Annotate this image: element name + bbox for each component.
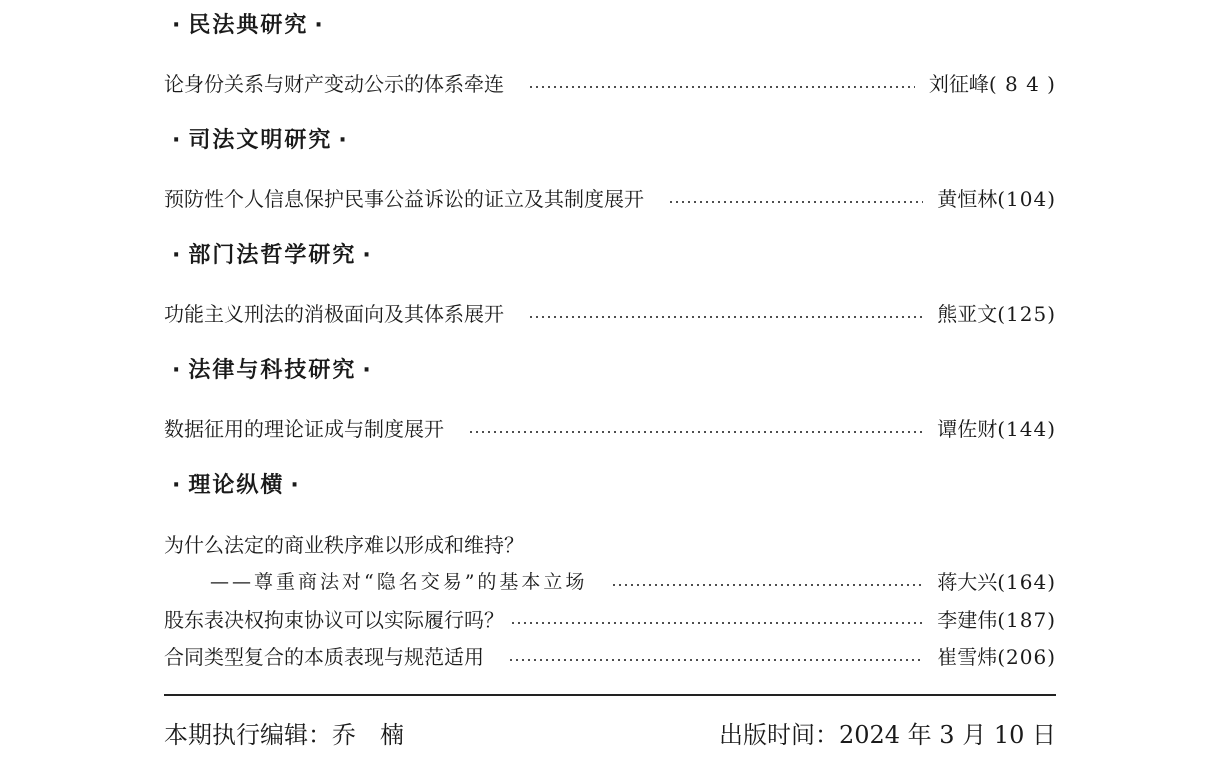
toc-entry[interactable] xyxy=(164,606,1056,634)
article-author: 黄恒林 xyxy=(937,187,998,211)
section-title: 法律与科技研究 xyxy=(188,358,357,383)
section-title: 理论纵横 xyxy=(188,473,285,498)
article-author: 崔雪炜 xyxy=(937,645,998,669)
page-number: (144) xyxy=(997,417,1056,441)
publish-label: 出版时间： xyxy=(718,721,839,749)
article-title: 股东表决权拘束协议可以实际履行吗？ xyxy=(164,608,504,632)
footer-divider xyxy=(164,694,1056,696)
bullet-dot: · xyxy=(172,243,183,268)
publication-date xyxy=(719,718,1056,752)
dot-leader xyxy=(528,86,915,88)
dot-leader xyxy=(528,316,923,318)
bullet-dot: · xyxy=(338,128,349,153)
bullet-dot: · xyxy=(314,13,325,38)
article-title: 功能主义刑法的消极面向及其体系展开 xyxy=(164,302,504,326)
article-title: 预防性个人信息保护民事公益诉讼的证立及其制度展开 xyxy=(164,187,644,211)
bullet-dot: · xyxy=(172,13,183,38)
page-number: (164) xyxy=(997,570,1056,594)
article-author: 蒋大兴 xyxy=(937,570,998,594)
dot-leader xyxy=(468,431,923,433)
article-author: 熊亚文 xyxy=(937,302,998,326)
bullet-dot: · xyxy=(172,358,183,383)
article-title: 论身份关系与财产变动公示的体系牵连 xyxy=(164,72,504,96)
article-author: 刘征峰 xyxy=(928,72,989,96)
article-subtitle: ——尊重商法对“隐名交易”的基本立场 xyxy=(210,571,588,593)
page-number: (187) xyxy=(997,608,1056,632)
editor-label: 本期执行编辑： xyxy=(164,721,332,749)
toc-entry[interactable] xyxy=(164,415,1056,443)
article-title: 合同类型复合的本质表现与规范适用 xyxy=(164,645,484,669)
article-title: 为什么法定的商业秩序难以形成和维持？ xyxy=(164,533,524,557)
dot-leader xyxy=(510,622,923,624)
toc-entry[interactable] xyxy=(164,300,1056,328)
article-title: 数据征用的理论证成与制度展开 xyxy=(164,417,444,441)
toc-entry[interactable] xyxy=(164,643,1056,671)
bullet-dot: · xyxy=(362,358,373,383)
section-header xyxy=(166,12,331,40)
toc-entry[interactable] xyxy=(164,185,1056,213)
section-title: 民法典研究 xyxy=(188,13,309,38)
dot-leader xyxy=(668,201,923,203)
dot-leader xyxy=(611,584,923,586)
section-header xyxy=(166,127,355,155)
page-number: (125) xyxy=(997,302,1056,326)
editor-name: 乔 楠 xyxy=(332,721,404,749)
section-header xyxy=(166,357,379,385)
article-author: 谭佐财 xyxy=(937,417,998,441)
section-header xyxy=(166,472,307,500)
executive-editor xyxy=(164,718,404,752)
bullet-dot: · xyxy=(290,473,301,498)
toc-entry[interactable] xyxy=(164,70,1056,98)
publish-date: 2024 年 3 月 10 日 xyxy=(838,721,1056,749)
dot-leader xyxy=(508,659,923,661)
section-title: 司法文明研究 xyxy=(188,128,333,153)
page-number: (206) xyxy=(997,645,1056,669)
page-number: (104) xyxy=(997,187,1056,211)
section-title: 部门法哲学研究 xyxy=(188,243,357,268)
toc-entry-subtitle-line[interactable] xyxy=(164,568,1056,596)
section-header xyxy=(166,242,379,270)
bullet-dot: · xyxy=(172,473,183,498)
bullet-dot: · xyxy=(172,128,183,153)
page-number: ( 8 4 ) xyxy=(988,72,1056,96)
toc-entry-title-line[interactable] xyxy=(164,531,1056,559)
bullet-dot: · xyxy=(362,243,373,268)
article-author: 李建伟 xyxy=(937,608,998,632)
